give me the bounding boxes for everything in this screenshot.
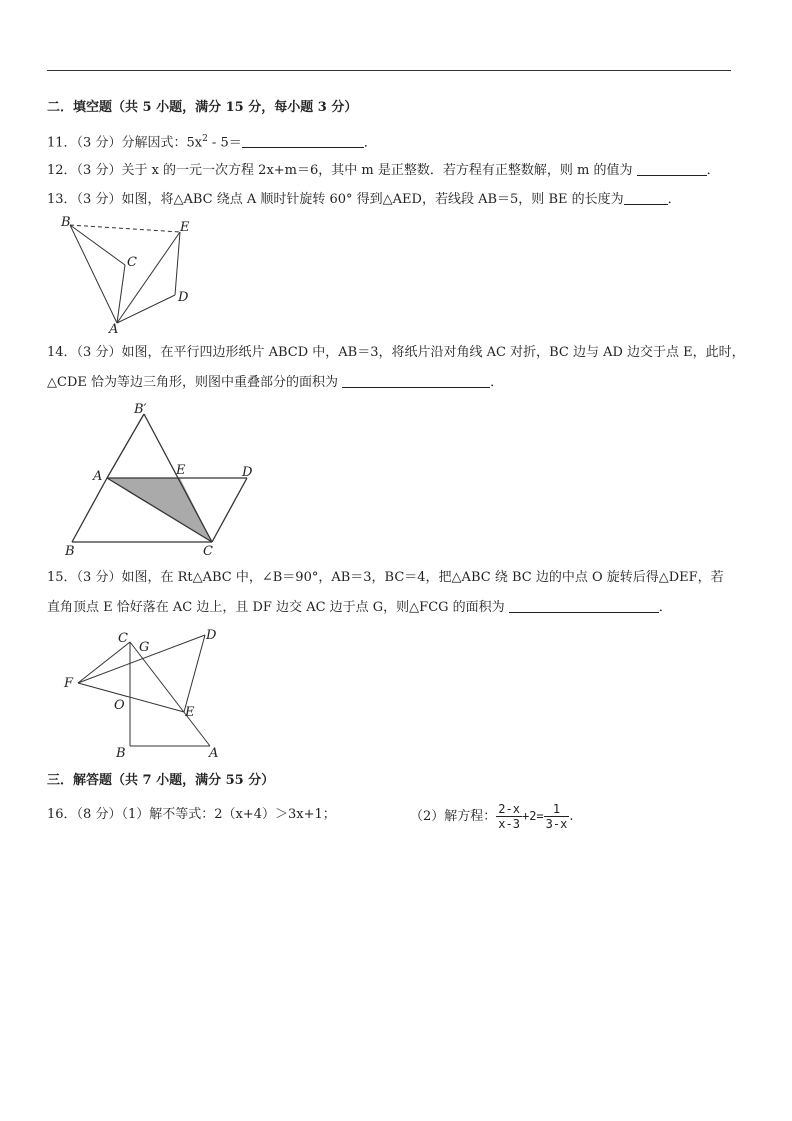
question-14-line1: 14．（3 分）如图，在平行四边形纸片 ABCD 中，AB＝3，将纸片沿对角线 AC 对折，BC 边与 AD 边交于点 E，此时， [47, 345, 745, 360]
q14-text: △CDE 恰为等边三角形，则图中重叠部分的面积为 [47, 375, 338, 390]
q16-fraction-1-denominator: x-3 [498, 817, 520, 831]
question-16-part1: 16．（8 分）（1）解不等式：2（x+4）＞3x+1； [47, 807, 336, 822]
q15-label-d: D [206, 628, 217, 643]
q16-part2-label: （2）解方程： [410, 809, 497, 824]
q11-prefix: 11．（3 分）分解因式：5x [47, 135, 203, 151]
q14-label-b: B [65, 544, 75, 558]
q15-label-a: A [209, 746, 219, 760]
q15-label-b: B [116, 746, 126, 760]
q16-fraction-2-numerator: 1 [544, 802, 570, 817]
q13-answer-blank[interactable] [624, 192, 668, 205]
q11-end: ． [363, 135, 377, 151]
q12-end: ． [706, 163, 720, 178]
q14-label-a: A [93, 469, 103, 484]
q16-fraction-2-denominator: 3-x [545, 817, 568, 831]
q15-label-g: G [139, 640, 150, 655]
q16-plus-two: +2= [521, 809, 544, 823]
question-16-part2 [410, 798, 573, 834]
question-11 [47, 131, 377, 151]
q13-figure [55, 212, 205, 337]
q13-label-c: C [127, 255, 137, 270]
q13-end: ． [667, 192, 681, 207]
q16-fraction-1 [496, 802, 522, 831]
question-15-line2 [47, 600, 672, 616]
q13-label-b: B [61, 215, 71, 230]
q14-label-e: E [176, 463, 186, 478]
q13-text: 13．（3 分）如图，将△ABC 绕点 A 顺时针旋转 60° 得到△AED，若线段 AB＝5，则 BE 的长度为 [47, 192, 624, 207]
q15-label-e: E [185, 705, 195, 720]
q15-end: ． [658, 600, 672, 615]
section-heading-answer: 三．解答题（共 7 小题，满分 55 分） [47, 773, 275, 788]
q15-answer-blank[interactable] [509, 600, 659, 613]
q15-figure [60, 625, 235, 760]
q12-text: 12．（3 分）关于 x 的一元一次方程 2x+m＝6，其中 m 是正整数．若方程有正整数解，则 m 的值为 [47, 163, 633, 178]
question-12 [47, 163, 720, 179]
q14-label-b-prime: B′ [134, 402, 147, 417]
question-13 [47, 192, 681, 208]
q14-answer-blank[interactable] [342, 375, 490, 388]
q16-fraction-2 [544, 802, 570, 831]
question-15-line1: 15．（3 分）如图，在 Rt△ABC 中，∠B＝90°，AB＝3，BC＝4，把△ABC 绕 BC 边的中点 O 旋转后得△DEF，若 [47, 570, 724, 585]
q11-suffix: - 5＝ [207, 135, 242, 151]
q11-answer-blank[interactable] [242, 135, 364, 148]
q15-label-f: F [64, 676, 74, 691]
q13-label-a: A [109, 322, 119, 337]
q13-label-e: E [180, 220, 190, 235]
q13-label-d: D [178, 290, 189, 305]
q16-end: . [569, 809, 574, 824]
q14-end: ． [490, 375, 504, 390]
section-heading-fill-in: 二．填空题（共 5 小题，满分 15 分，每小题 3 分） [47, 100, 358, 115]
q14-label-d: D [242, 465, 253, 480]
q16-fraction-1-numerator: 2-x [498, 802, 520, 816]
header-rule [47, 70, 731, 71]
q14-figure [60, 398, 270, 558]
q15-text: 直角顶点 E 恰好落在 AC 边上，且 DF 边交 AC 边于点 G，则△FCG 的面积为 [47, 600, 505, 615]
question-14-line2 [47, 375, 503, 391]
q15-label-c: C [118, 631, 128, 646]
q15-label-o: O [114, 698, 125, 713]
q12-answer-blank[interactable] [637, 163, 707, 176]
q11-exponent: 2 [202, 134, 208, 144]
q14-label-c: C [203, 544, 213, 558]
